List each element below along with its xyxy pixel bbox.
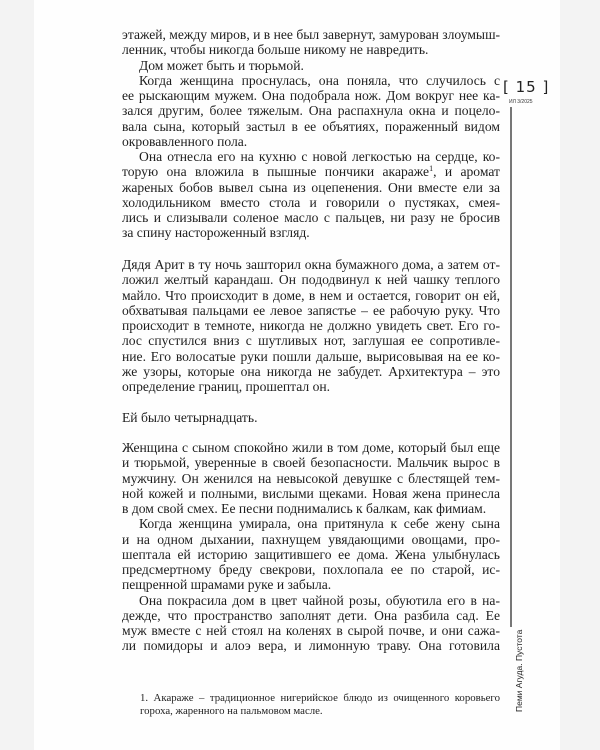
text-block-1: [122, 27, 500, 241]
line-text: Ей было четырнадцать.: [122, 410, 258, 425]
line-text: этажей, между миров, и в нее был завернут, замурован злоумыш-: [122, 27, 501, 42]
page-number: [ 15 ]: [503, 78, 550, 96]
footnote-marker[interactable]: 1: [429, 164, 434, 174]
line-text: жареных бобов вывел сына из оцепенения. Они вместе ели за: [122, 179, 500, 195]
text-line: [122, 58, 500, 73]
text-line: [122, 27, 500, 42]
text-line: [122, 440, 500, 455]
line-text: ной кожей и полными, вислыми щеками. Новая жена принесла: [122, 485, 500, 501]
text-line: [122, 562, 500, 577]
text-line: [122, 623, 500, 638]
line-text: зался другим, более тяжелым. Она распахнула окна и поцело-: [122, 103, 500, 119]
margin-rule: [510, 107, 512, 627]
text-line: [122, 225, 500, 240]
line-text: дежде, что пространство заполнят дети. Она разбила сад. Ее: [122, 607, 500, 623]
text-line: [122, 195, 500, 210]
text-line: [140, 705, 500, 718]
text-line: [122, 471, 500, 486]
line-text: ли помидоры и алоэ вера, и лимонную траву. Она готовила: [122, 638, 500, 654]
line-text: предсмертному бреду свекрови, похлопала ее по старой, ис-: [122, 562, 500, 577]
line-text: за спину настороженный взгляд.: [122, 225, 310, 241]
text-line: [122, 455, 500, 470]
text-line: [122, 164, 500, 179]
line-text: же узоры, которые она никогда не забудет. Архитектура – это: [122, 363, 500, 379]
text-line: [122, 73, 500, 88]
line-text: холодильником вместо стола и говорили о пустяках, смея-: [122, 194, 500, 210]
text-line: [122, 501, 500, 516]
text-line: [122, 103, 500, 118]
text-line: [122, 547, 500, 562]
line-text: Дядя Арит в ту ночь зашторил окна бумажного дома, а затем от-: [122, 257, 500, 272]
text-line: [122, 149, 500, 164]
line-text: Она отнесла его на кухню с новой легкостью на сердце, ко-: [139, 149, 500, 164]
text-line: [122, 577, 500, 592]
text-line: [122, 257, 500, 272]
line-text: 1. Акараже – традиционное нигерийское блюдо из очищенного коровьего: [140, 692, 500, 704]
text-line: [122, 516, 500, 531]
line-text: вала сына, который застыл в ее объятиях, пораженный видом: [122, 118, 500, 134]
text-line: [122, 593, 500, 608]
text-block-2: [122, 257, 500, 394]
text-line: [122, 119, 500, 134]
text-line: [122, 272, 500, 287]
line-text: лос спустился вниз с шутливых нот, заглушая ее сопротивле-: [122, 333, 500, 349]
line-text: торую она вложила в пышные пончики акараже: [122, 164, 430, 180]
line-text: окровавленного пола.: [122, 133, 248, 149]
line-text: и тюрьмой, уверенные в своей безопасности. Мальчик вырос в: [122, 455, 500, 471]
line-text: мужчину. Он женился на невысокой девушке с блестящей тем-: [122, 470, 500, 486]
text-line: [122, 638, 500, 653]
line-text: Когда женщина проснулась, она поняла, что случилось с: [139, 72, 500, 88]
line-text: шептала ей историю защитившего ее дома. Жена улыбнулась: [122, 546, 500, 562]
issue-label: ИЛ 3/2025: [509, 99, 533, 105]
line-text: Она покрасила дом в цвет чайной розы, обуютила его в на-: [139, 592, 500, 608]
text-line: [122, 379, 500, 394]
text-line: [122, 364, 500, 379]
line-text: обхватывая пальцами ее левое запястье – ее рабочую руку. Что: [122, 302, 500, 318]
text-line: [122, 134, 500, 149]
text-line: [122, 318, 500, 333]
line-text: лись и слизывали соленое масло с пальцев, ни разу не бросив: [122, 210, 500, 225]
text-line: [122, 333, 500, 348]
line-text: ние. Его волосатые руки пошли дальше, вырисовывая на ее ко-: [122, 348, 500, 364]
line-text: пещренной шрамами руке и забыла.: [122, 577, 332, 593]
running-title: Пеми Агуда. Пустота: [514, 629, 524, 712]
line-text: происходит в темноте, никогда не должно увидеть свет. Его го-: [122, 318, 500, 333]
line-text: майло. Что происходит в доме, в нем и остается, говорит он ей,: [122, 287, 500, 303]
text-line: [122, 303, 500, 318]
line-text: определение границ, прошептал он.: [122, 379, 331, 394]
text-line: [122, 180, 500, 195]
text-line: [122, 532, 500, 547]
text-block-4: [122, 440, 500, 654]
footnote: [140, 692, 500, 717]
line-text: Дом может быть и тюрьмой.: [139, 57, 304, 73]
text-line: [122, 410, 500, 425]
line-text: Когда женщина умирала, она притянула к себе жену сына: [139, 516, 500, 532]
line-text: гороха, жаренного на пальмовом масле.: [140, 704, 323, 717]
text-line: [122, 349, 500, 364]
line-text: и на одном дыхании, пахнущем увядающими овощами, про-: [122, 531, 500, 547]
line-text: , и аромат: [433, 164, 500, 180]
text-line: [122, 88, 500, 103]
text-line: [122, 486, 500, 501]
line-text: ложил желтый карандаш. Он пододвинул к ней чашку теплого: [122, 272, 500, 288]
text-line: [122, 608, 500, 623]
text-line: [122, 210, 500, 225]
line-text: муж вместе с ней стоял на коленях в сырой почве, и они сажа-: [122, 623, 500, 638]
text-line: [122, 42, 500, 57]
line-text: в дом свой смех. Ее песни поднимались к балкам, как фимиам.: [122, 501, 487, 516]
line-text: Женщина с сыном спокойно жили в том доме, который был еще: [122, 440, 500, 455]
text-line: [122, 288, 500, 303]
text-block-3: [122, 410, 500, 425]
line-text: ее рыскающим мужем. Она подобрала нож. Дом вокруг нее ка-: [122, 88, 500, 103]
text-line: [140, 692, 500, 705]
line-text: ленник, чтобы никогда больше никому не навредить.: [122, 42, 429, 58]
